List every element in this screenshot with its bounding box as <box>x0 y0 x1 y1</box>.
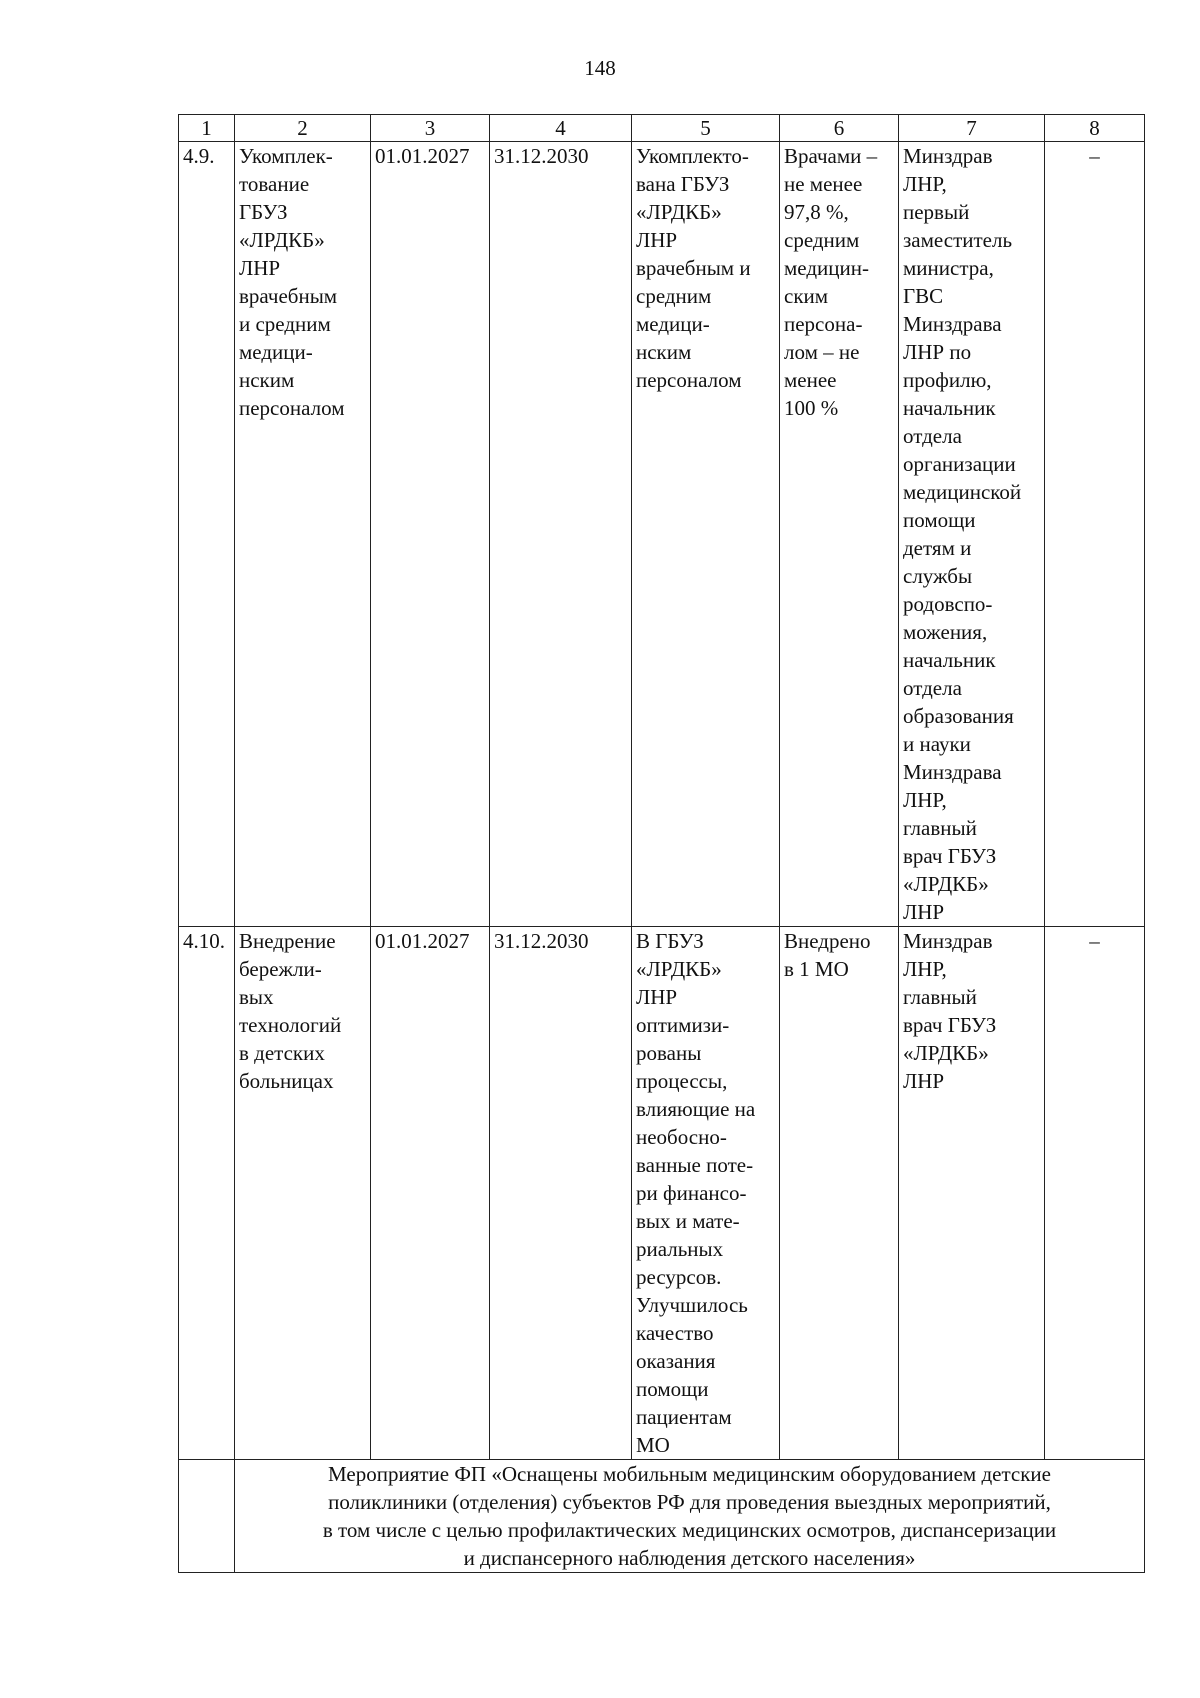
expected-result: В ГБУЗ «ЛРДКБ» ЛНР оптимизи- рованы процессы, влияющие на необосно- ванные поте- ри финансо- вых и мате- риальных ресурсов. Улучшилось качество оказания помощи пациентам МО <box>632 927 780 1460</box>
table-row <box>179 927 1145 1460</box>
column-number: 1 <box>179 115 235 142</box>
measures-table <box>178 114 1145 1573</box>
indicator-value: Врачами – не менее 97,8 %, средним медицин- ским персона- лом – не менее 100 % <box>780 142 899 927</box>
table-row <box>179 142 1145 927</box>
column-number: 5 <box>632 115 780 142</box>
note-cell: – <box>1045 927 1145 1460</box>
empty-number-cell <box>179 1460 235 1573</box>
column-number: 8 <box>1045 115 1145 142</box>
note-cell: – <box>1045 142 1145 927</box>
row-number: 4.10. <box>179 927 235 1460</box>
start-date: 01.01.2027 <box>371 927 490 1460</box>
column-number: 6 <box>780 115 899 142</box>
indicator-value: Внедрено в 1 МО <box>780 927 899 1460</box>
end-date: 31.12.2030 <box>490 927 632 1460</box>
responsible-party: Минздрав ЛНР, главный врач ГБУЗ «ЛРДКБ» ЛНР <box>899 927 1045 1460</box>
start-date: 01.01.2027 <box>371 142 490 927</box>
measure-name: Укомплек- тование ГБУЗ «ЛРДКБ» ЛНР врачебным и средним медици- нским персоналом <box>235 142 371 927</box>
end-date: 31.12.2030 <box>490 142 632 927</box>
column-numbers-row <box>179 115 1145 142</box>
column-number: 2 <box>235 115 371 142</box>
expected-result: Укомплекто- вана ГБУЗ «ЛРДКБ» ЛНР врачебным и средним медици- нским персоналом <box>632 142 780 927</box>
responsible-party: Минздрав ЛНР, первый заместитель министра, ГВС Минздрава ЛНР по профилю, начальник отдела организации медицинской помощи детям и службы родовспо- можения, начальник отдела образования и науки Минздрава ЛНР, главный врач ГБУЗ «ЛРДКБ» ЛНР <box>899 142 1045 927</box>
page-number: 148 <box>584 56 616 80</box>
column-number: 7 <box>899 115 1045 142</box>
measure-name: Внедрение бережли- вых технологий в детских больницах <box>235 927 371 1460</box>
row-number: 4.9. <box>179 142 235 927</box>
section-footer-row <box>179 1460 1145 1573</box>
section-title: Мероприятие ФП «Оснащены мобильным медицинским оборудованием детские поликлиники (отделения) субъектов РФ для проведения выездных мероприятий, в том числе с целью профилактических медицинских осмотров, диспансеризации и диспансерного наблюдения детского населения» <box>235 1460 1145 1573</box>
column-number: 3 <box>371 115 490 142</box>
column-number: 4 <box>490 115 632 142</box>
